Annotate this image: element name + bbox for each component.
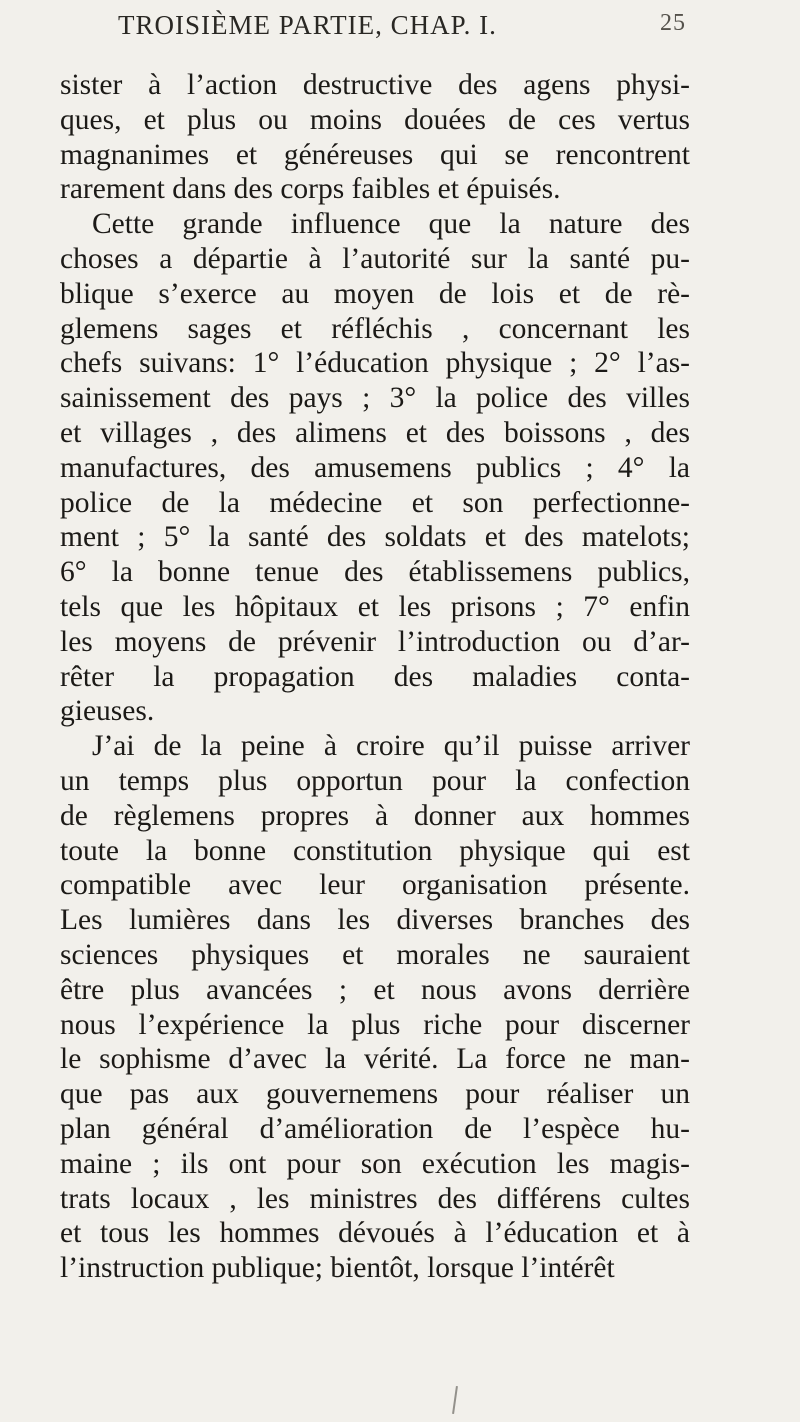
- text-line: l’instruction publique; bientôt, lorsque l’intérêt: [60, 1252, 615, 1285]
- text-line: que pas aux gouvernemens pour réaliser un: [60, 1078, 690, 1111]
- text-line: trats locaux , les ministres des différens cultes: [60, 1182, 690, 1215]
- text-line: blique s’exerce au moyen de lois et de rè-: [60, 277, 690, 310]
- body-text: [60, 68, 690, 1286]
- text-line: sainissement des pays ; 3° la police des villes: [60, 382, 690, 415]
- text-line: tels que les hôpitaux et les prisons ; 7° enfin: [60, 590, 690, 623]
- text-line: police de la médecine et son perfectionne-: [60, 486, 690, 519]
- text-line: rêter la propagation des maladies conta-: [60, 660, 690, 693]
- text-line: manufactures, des amusemens publics ; 4° la: [60, 451, 690, 484]
- text-line: être plus avancées ; et nous avons derrière: [60, 973, 690, 1006]
- text-line: gieuses.: [60, 695, 155, 728]
- text-line: les moyens de prévenir l’introduction ou d’ar-: [60, 625, 690, 658]
- text-line: de règlemens propres à donner aux hommes: [60, 799, 690, 832]
- text-line: le sophisme d’avec la vérité. La force ne man-: [60, 1043, 690, 1076]
- paragraph: [60, 68, 690, 207]
- text-line: sciences physiques et morales ne sauraient: [60, 938, 690, 971]
- paragraph: [60, 729, 690, 1286]
- running-header: [118, 6, 686, 66]
- text-line: rarement dans des corps faibles et épuisés.: [60, 173, 561, 206]
- text-line: chefs suivans: 1° l’éducation physique ; 2° l’as-: [60, 347, 690, 380]
- text-line: toute la bonne constitution physique qui est: [60, 834, 690, 867]
- text-line: choses a départie à l’autorité sur la santé pu-: [60, 242, 690, 275]
- page-number: 25: [660, 10, 686, 36]
- text-line: 6° la bonne tenue des établissemens publics,: [60, 556, 690, 589]
- text-line: plan général d’amélioration de l’espèce hu-: [60, 1112, 690, 1145]
- paragraph: [60, 207, 690, 729]
- text-line: compatible avec leur organisation présente.: [60, 869, 690, 902]
- ink-mark: [452, 1386, 458, 1414]
- text-line: magnanimes et généreuses qui se rencontrent: [60, 138, 690, 171]
- running-title: TROISIÈME PARTIE, CHAP. I.: [118, 10, 497, 40]
- text-line: Cette grande influence que la nature des: [92, 208, 690, 241]
- text-line: maine ; ils ont pour son exécution les magis-: [60, 1147, 690, 1180]
- text-line: ques, et plus ou moins douées de ces vertus: [60, 103, 690, 136]
- text-line: J’ai de la peine à croire qu’il puisse arriver: [92, 730, 690, 763]
- text-line: ment ; 5° la santé des soldats et des matelots;: [60, 521, 690, 554]
- text-line: sister à l’action destructive des agens physi-: [60, 69, 690, 101]
- text-line: nous l’expérience la plus riche pour discerner: [60, 1008, 690, 1041]
- text-line: glemens sages et réfléchis , concernant les: [60, 312, 690, 345]
- text-line: un temps plus opportun pour la confection: [60, 764, 690, 797]
- text-line: et villages , des alimens et des boissons , des: [60, 416, 690, 449]
- text-line: et tous les hommes dévoués à l’éducation et à: [60, 1217, 690, 1250]
- text-line: Les lumières dans les diverses branches des: [60, 904, 690, 937]
